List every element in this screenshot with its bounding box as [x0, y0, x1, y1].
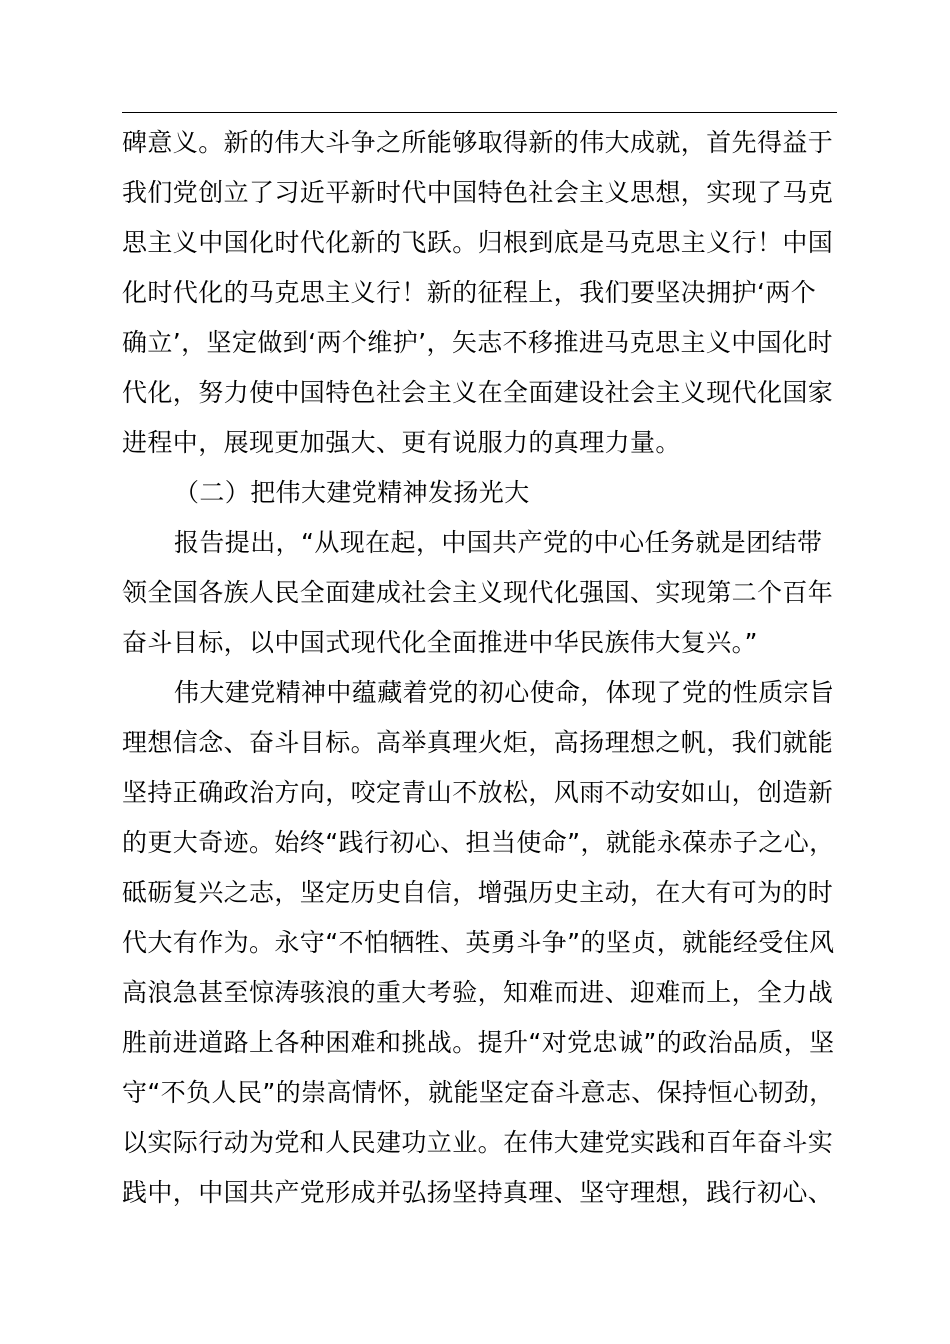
paragraph-start: 伟大建党精神中蕴藏着党的初心使命，体现了党的性质宗旨 — [174, 678, 835, 707]
text-line: 高浪急甚至惊涛骇浪的重大考验，知难而进、迎难而上，全力战 — [122, 978, 834, 1007]
text-line: 我们党创立了习近平新时代中国特色社会主义思想，实现了马克 — [122, 178, 834, 207]
text-line: 进程中，展现更加强大、更有说服力的真理力量。 — [122, 428, 681, 457]
text-line: 确立’，坚定做到‘两个维护’，矢志不移推进马克思主义中国化时 — [122, 328, 833, 357]
text-line: 化时代化的马克思主义行！新的征程上，我们要坚决拥护‘两个 — [122, 278, 817, 307]
text-line: 践中，中国共产党形成并弘扬坚持真理、坚守理想，践行初心、 — [122, 1178, 834, 1207]
text-line: 代大有作为。永守“不怕牺牲、英勇斗争”的坚贞，就能经受住风 — [122, 928, 835, 957]
text-line: 以实际行动为党和人民建功立业。在伟大建党实践和百年奋斗实 — [122, 1128, 834, 1157]
text-line: 的更大奇迹。始终“践行初心、担当使命”，就能永葆赤子之心， — [122, 828, 835, 857]
text-line: 守“不负人民”的崇高情怀，就能坚定奋斗意志、保持恒心韧劲， — [122, 1078, 835, 1107]
text-line: 奋斗目标，以中国式现代化全面推进中华民族伟大复兴。” — [122, 628, 758, 657]
section-heading: （二）把伟大建党精神发扬光大 — [174, 478, 530, 507]
text-line: 砥砺复兴之志，坚定历史自信，增强历史主动，在大有可为的时 — [122, 878, 834, 907]
text-line: 代化，努力使中国特色社会主义在全面建设社会主义现代化国家 — [122, 378, 834, 407]
text-line: 碑意义。新的伟大斗争之所能够取得新的伟大成就，首先得益于 — [122, 128, 834, 157]
text-line: 坚持正确政治方向，咬定青山不放松，风雨不动安如山，创造新 — [122, 778, 834, 807]
text-line: 理想信念、奋斗目标。高举真理火炬，高扬理想之帆，我们就能 — [122, 728, 834, 757]
paragraph-start: 报告提出，“从现在起，中国共产党的中心任务就是团结带 — [174, 528, 823, 557]
text-line: 思主义中国化时代化新的飞跃。归根到底是马克思主义行！中国 — [122, 228, 834, 257]
text-line: 领全国各族人民全面建成社会主义现代化强国、实现第二个百年 — [122, 578, 834, 607]
header-rule — [122, 112, 837, 113]
text-line: 胜前进道路上各种困难和挑战。提升“对党忠诚”的政治品质，坚 — [122, 1028, 835, 1057]
